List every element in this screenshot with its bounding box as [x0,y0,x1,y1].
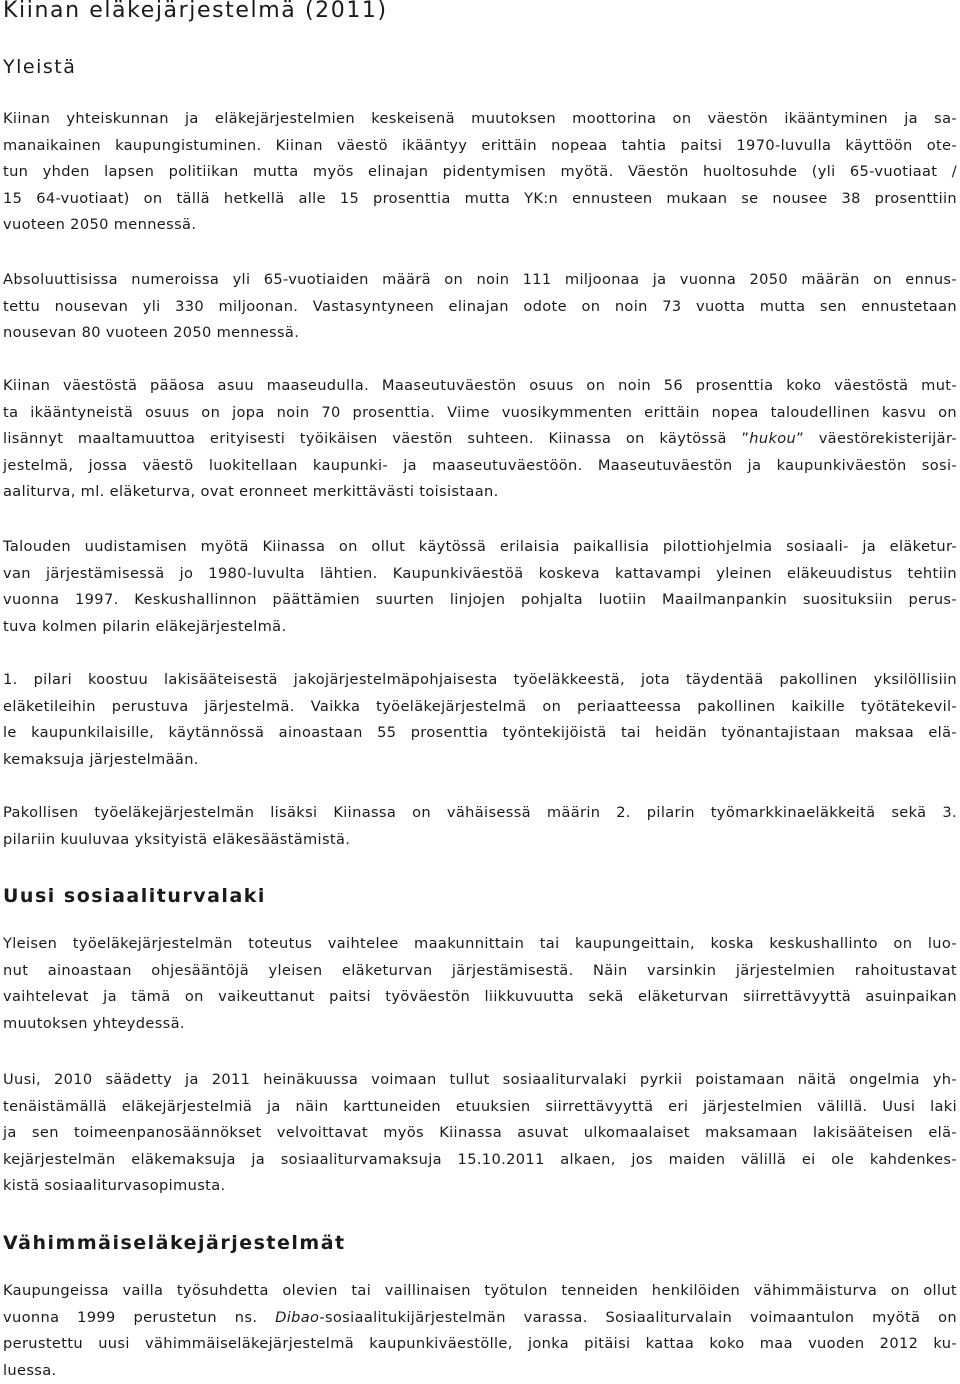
dibao-term: Dibao [275,1309,319,1326]
paragraph [3,931,957,1037]
text-segment: ” väestörekisterijär- [796,430,957,447]
text-line: eläketileihin perustuva järjestelmä. Vaikka työeläkejärjestelmä on periaatteessa pakollinen kaikille työtätekevil- [3,694,957,721]
text-line: manaikainen kaupungistuminen. Kiinan väestö ikääntyy erittäin nopeaa tahtia paitsi 1970-luvulla käyttöön ote- [3,133,957,160]
text-line: luessa. [3,1358,957,1384]
text-line-hukou [3,426,957,453]
text-line: kistä sosiaaliturvasopimusta. [3,1173,957,1200]
hukou-term: hukou [749,430,796,447]
text-line: Kiinan yhteiskunnan ja eläkejärjestelmien keskeisenä muutoksen moottorina on väestön ikääntyminen ja sa- [3,106,957,133]
text-line: Kiinan väestöstä pääosa asuu maaseudulla. Maaseutuväestön osuus on noin 56 prosenttia koko väestöstä mut- [3,373,957,400]
text-line: nousevan 80 vuoteen 2050 mennessä. [3,320,957,347]
text-line: aaliturva, ml. eläketurva, ovat eronneet merkittävästi toisistaan. [3,479,957,506]
text-line: 15 64-vuotiaat) on tällä hetkellä alle 15 prosenttia mutta YK:n ennusteen mukaan se nousee 38 prosenttiin [3,186,957,213]
paragraph [3,800,957,853]
section-heading-yleista: Yleistä [3,56,76,78]
page-title: Kiinan eläkejärjestelmä (2011) [3,0,388,23]
text-line: ta ikääntyneistä osuus on jopa noin 70 prosenttia. Viime vuosikymmenten erittäin nopea taloudellinen kasvu on [3,400,957,427]
text-line: tun yhden lapsen politiikan mutta myös elinajan pidentymisen myötä. Väestön huoltosuhde (yli 65-vuotiaat / [3,159,957,186]
text-line: tettu nousevan yli 330 miljoonan. Vastasyntyneen elinajan odote on noin 73 vuotta mutta sen ennustetaan [3,294,957,321]
paragraph [3,267,957,347]
text-line: vaihtelevat ja tämä on vaikeuttanut paitsi työväestön liikkuvuutta sekä eläketurvan siirrettävyyttä asuinpaikan [3,984,957,1011]
text-line: vuonna 1997. Keskushallinnon päättämien suurten linjojen pohjalta luotiin Maailmanpankin suosituksiin perus- [3,587,957,614]
text-segment: vuonna 1999 perustetun ns. [3,1309,275,1326]
text-line: vuoteen 2050 mennessä. [3,212,957,239]
text-line: muutoksen yhteydessä. [3,1011,957,1038]
section-heading-vahimmaiselakejarjestelmat: Vähimmäiseläkejärjestelmät [3,1232,346,1254]
text-line-dibao [3,1305,957,1332]
text-line: tenäistämällä eläkejärjestelmiä ja näin karttuneiden etuuksien siirrettävyyttä eri järjestelmien välillä. Uusi laki [3,1094,957,1121]
text-line: 1. pilari koostuu lakisääteisestä jakojärjestelmäpohjaisesta työeläkkeestä, jota täydentää pakollinen yksilöllisiin [3,667,957,694]
text-line: pilariin kuuluvaa yksityistä eläkesäästämistä. [3,827,957,854]
text-line: Yleisen työeläkejärjestelmän toteutus vaihtelee maakunnittain tai kaupungeittain, koska keskushallinto on luo- [3,931,957,958]
text-line: nut ainoastaan ohjesääntöjä yleisen eläketurvan järjestämisestä. Näin varsinkin järjestelmien rahoitustavat [3,958,957,985]
text-line: kemaksuja järjestelmään. [3,747,957,774]
text-line: Absoluuttisissa numeroissa yli 65-vuotiaiden määrä on noin 111 miljoonaa ja vuonna 2050 määrän on ennus- [3,267,957,294]
text-line: le kaupunkilaisille, käytännössä ainoastaan 55 prosenttia työntekijöistä tai heidän työnantajistaan maksaa elä- [3,720,957,747]
text-segment: ” [741,430,749,447]
text-line: Pakollisen työeläkejärjestelmän lisäksi Kiinassa on vähäisessä määrin 2. pilarin työmarkkinaeläkkeitä sekä 3. [3,800,957,827]
text-line: jestelmä, jossa väestö luokitellaan kaupunki- ja maaseutuväestöön. Maaseutuväestön ja kaupunkiväestön sosi- [3,453,957,480]
text-line: ja sen toimeenpanosäännökset velvoittavat myös Kiinassa asuvat ulkomaalaiset maksamaan lakisääteisen elä- [3,1120,957,1147]
text-line: perustettu uusi vähimmäiseläkejärjestelmä kaupunkiväestölle, jonka pitäisi kattaa koko maa vuoden 2012 ku- [3,1331,957,1358]
text-line: Uusi, 2010 säädetty ja 2011 heinäkuussa voimaan tullut sosiaaliturvalaki pyrkii poistamaan näitä ongelmia yh- [3,1067,957,1094]
text-line: kejärjestelmän eläkemaksuja ja sosiaaliturvamaksuja 15.10.2011 alkaen, jos maiden välillä ei ole kahdenkes- [3,1147,957,1174]
paragraph [3,106,957,239]
paragraph [3,534,957,640]
text-line: tuva kolmen pilarin eläkejärjestelmä. [3,614,957,641]
text-segment: lisännyt maaltamuuttoa erityisesti työikäisen väestön suhteen. Kiinassa on käytössä [3,430,741,447]
paragraph [3,373,957,506]
text-line: Talouden uudistamisen myötä Kiinassa on ollut käytössä erilaisia paikallisia pilottiohjelmia sosiaali- ja eläketur- [3,534,957,561]
text-segment: -sosiaalitukijärjestelmän varassa. Sosiaaliturvalain voimaantulon myötä on [319,1309,957,1326]
text-line: van järjestämisessä jo 1980-luvulta lähtien. Kaupunkiväestöä koskeva kattavampi yleinen eläkeuudistus tehtiin [3,561,957,588]
paragraph [3,1278,957,1384]
section-heading-uusi-sosiaaliturvalaki: Uusi sosiaaliturvalaki [3,885,266,907]
text-line: Kaupungeissa vailla työsuhdetta olevien tai vaillinaisen työtulon tenneiden henkilöiden vähimmäisturva on ollut [3,1278,957,1305]
paragraph [3,667,957,773]
paragraph [3,1067,957,1200]
